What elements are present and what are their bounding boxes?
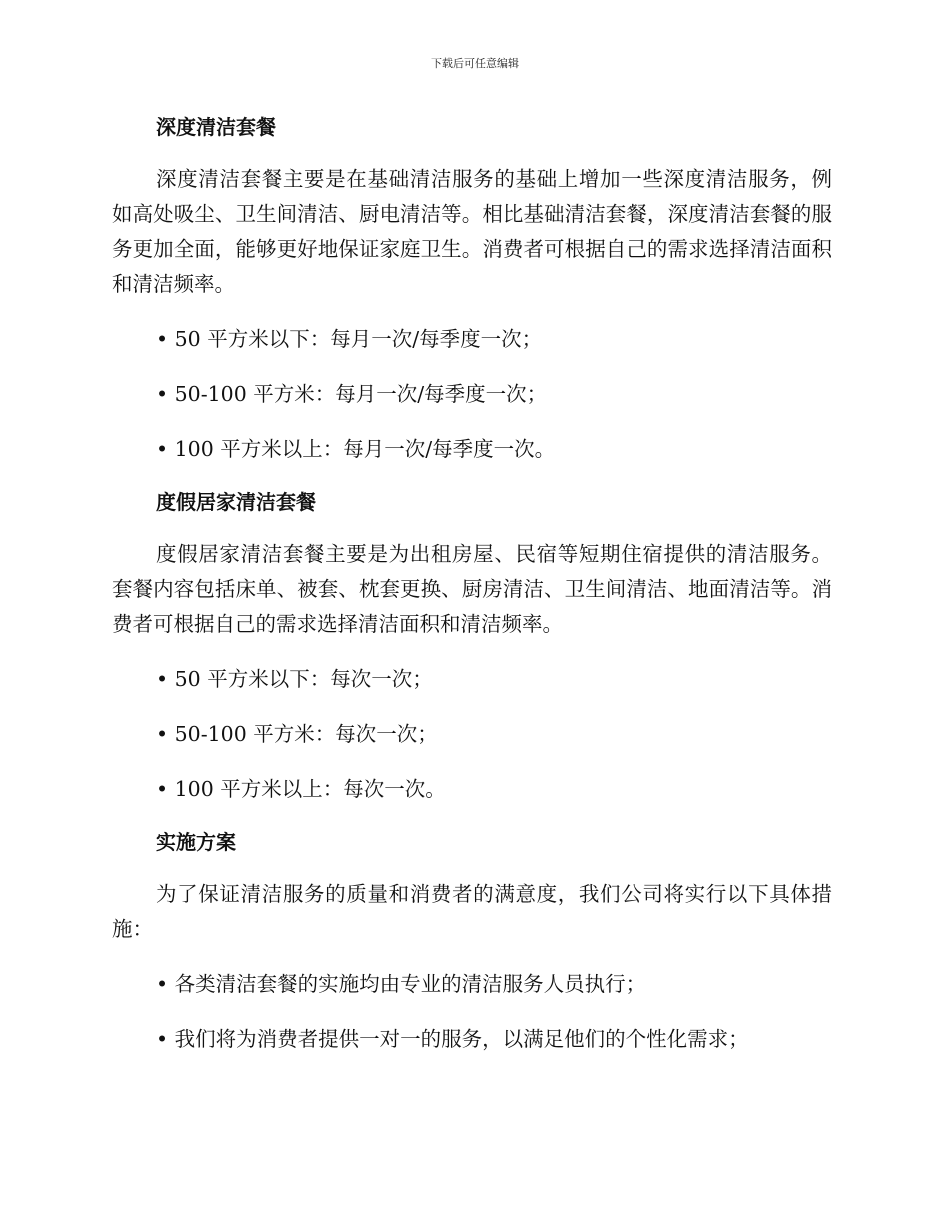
section-deep-cleaning [112,112,832,467]
section-paragraph: 度假居家清洁套餐主要是为出租房屋、民宿等短期住宿提供的清洁服务。套餐内容包括床单、被套、枕套更换、厨房清洁、卫生间清洁、地面清洁等。消费者可根据自己的需求选择清洁面积和清洁频率。 [112,542,832,636]
list-item: • 100 平方米以上：每次一次。 [156,777,446,801]
list-item: • 各类清洁套餐的实施均由专业的清洁服务人员执行； [156,972,647,996]
list-item: • 我们将为消费者提供一对一的服务，以满足他们的个性化需求； [156,1027,749,1051]
section-paragraph: 为了保证清洁服务的质量和消费者的满意度，我们公司将实行以下具体措施： [112,882,832,941]
document-body [112,112,832,1057]
section-vacation-cleaning [112,487,832,807]
page-header: 下载后可任意编辑 [431,57,519,70]
section-paragraph: 深度清洁套餐主要是在基础清洁服务的基础上增加一些深度清洁服务，例如高处吸尘、卫生间清洁、厨电清洁等。相比基础清洁套餐，深度清洁套餐的服务更加全面，能够更好地保证家庭卫生。消费者可根据自己的需求选择清洁面积和清洁频率。 [112,167,832,296]
section-heading: 深度清洁套餐 [156,115,276,139]
section-heading: 度假居家清洁套餐 [156,490,316,514]
list-item: • 100 平方米以上：每月一次/每季度一次。 [156,437,556,461]
section-implementation-plan [112,827,832,1057]
list-item: • 50-100 平方米：每次一次； [156,722,438,746]
list-item: • 50 平方米以下：每月一次/每季度一次； [156,327,543,351]
list-item: • 50 平方米以下：每次一次； [156,667,433,691]
list-item: • 50-100 平方米：每月一次/每季度一次； [156,382,548,406]
section-heading: 实施方案 [156,830,236,854]
